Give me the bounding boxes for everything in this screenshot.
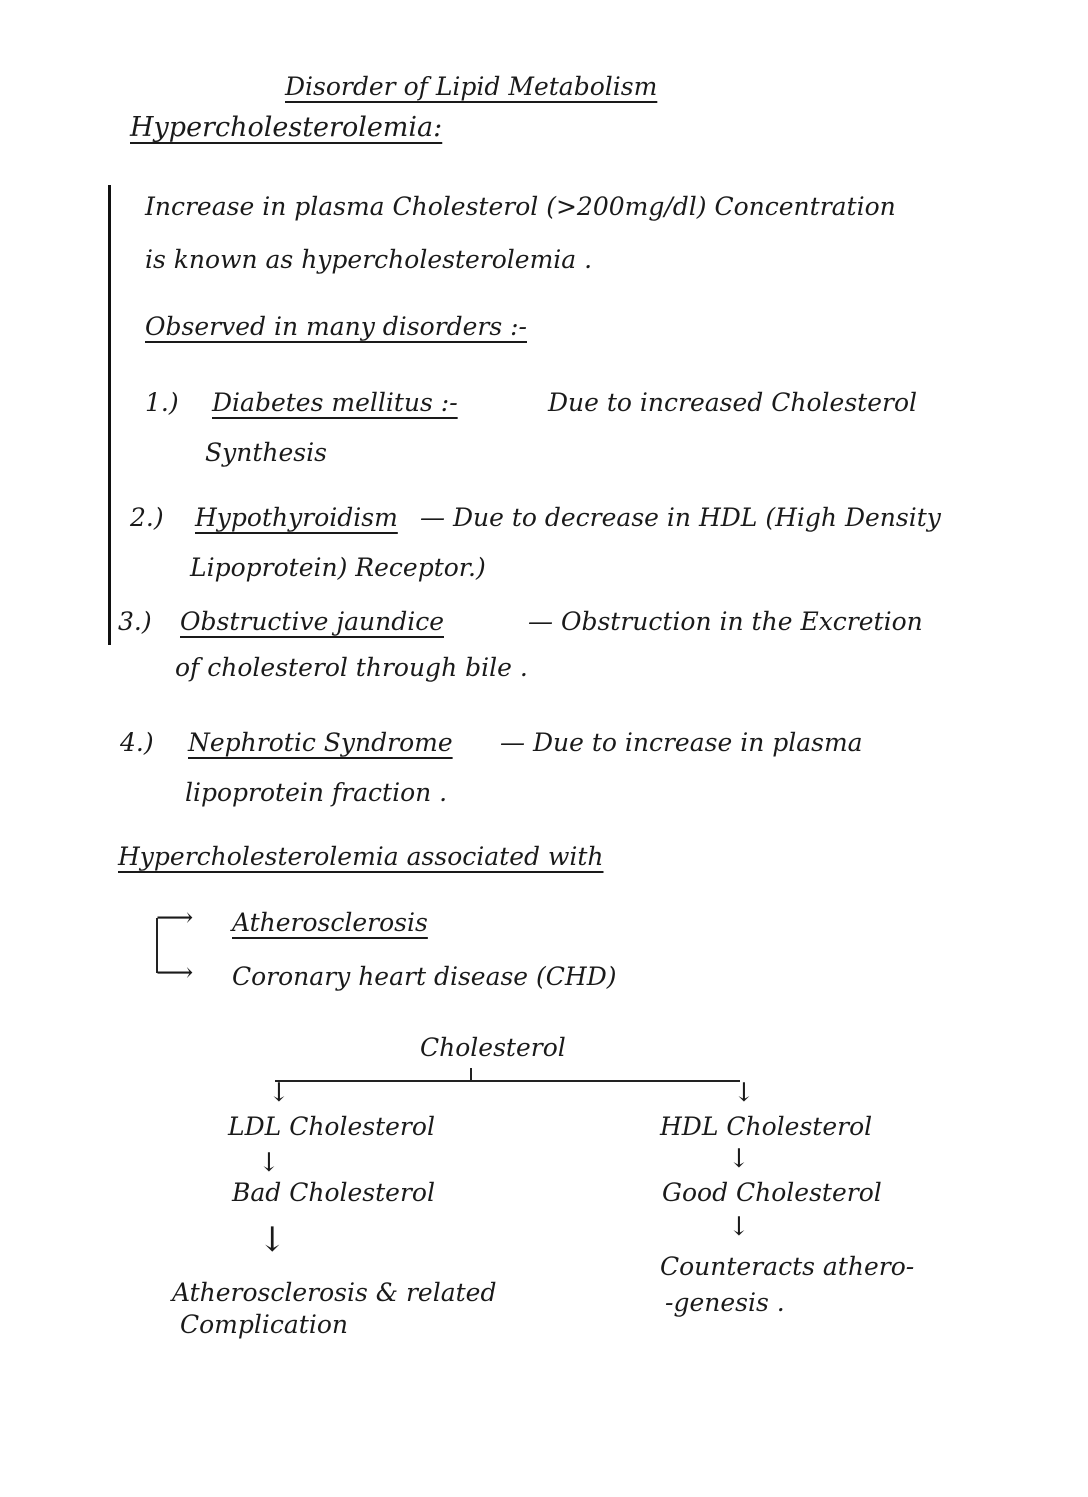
- disorder-name: Diabetes mellitus :-: [212, 388, 458, 417]
- hdl-label: Good Cholesterol: [662, 1178, 882, 1207]
- hdl-effect-cont: -genesis .: [665, 1288, 785, 1317]
- tree-root: Cholesterol: [420, 1033, 566, 1062]
- disorder-desc: — Due to decrease in HDL (High Density: [420, 503, 941, 532]
- disorder-name: Nephrotic Syndrome: [188, 728, 453, 757]
- arrow-right-icon: ⟶: [156, 958, 194, 988]
- disorder-number: 1.): [145, 388, 179, 417]
- arrow-right-icon: ⟶: [156, 903, 194, 933]
- disorder-desc-cont: lipoprotein fraction .: [185, 778, 448, 807]
- section-heading: Hypercholesterolemia:: [130, 112, 443, 143]
- disorder-desc-cont: Synthesis: [205, 438, 327, 467]
- observed-heading: Observed in many disorders :-: [145, 312, 527, 341]
- associated-item: Atherosclerosis: [232, 908, 428, 937]
- disorder-desc-cont: of cholesterol through bile .: [175, 653, 528, 682]
- disorder-desc-cont: Lipoprotein) Receptor.): [190, 553, 486, 582]
- arrow-down-icon: ↓: [728, 1212, 750, 1242]
- arrow-down-icon: ↓: [733, 1078, 755, 1108]
- disorder-number: 4.): [120, 728, 154, 757]
- page-title: Disorder of Lipid Metabolism: [285, 72, 658, 101]
- ldl-label: Bad Cholesterol: [232, 1178, 435, 1207]
- disorder-name: Hypothyroidism: [195, 503, 398, 532]
- ldl-type: LDL Cholesterol: [228, 1112, 435, 1141]
- definition-line-2: is known as hypercholesterolemia .: [145, 245, 593, 274]
- arrow-down-icon: ↓: [258, 1220, 287, 1260]
- arrow-down-icon: ↓: [268, 1078, 290, 1108]
- arrow-down-icon: ↓: [258, 1148, 280, 1178]
- associated-item: Coronary heart disease (CHD): [232, 962, 617, 991]
- hdl-effect: Counteracts athero-: [660, 1252, 915, 1281]
- disorder-desc: — Obstruction in the Excretion: [528, 607, 923, 636]
- disorder-number: 3.): [118, 607, 152, 636]
- disorder-name: Obstructive jaundice: [180, 607, 444, 636]
- disorder-desc: Due to increased Cholesterol: [548, 388, 917, 417]
- ldl-effect-cont: Complication: [180, 1310, 348, 1339]
- hdl-type: HDL Cholesterol: [660, 1112, 873, 1141]
- arrow-down-icon: ↓: [728, 1144, 750, 1174]
- tree-branch-line: [275, 1080, 740, 1082]
- ldl-effect: Atherosclerosis & related: [172, 1278, 497, 1307]
- disorder-desc: — Due to increase in plasma: [500, 728, 863, 757]
- associated-heading: Hypercholesterolemia associated with: [118, 842, 604, 871]
- disorder-number: 2.): [130, 503, 164, 532]
- margin-line: [108, 185, 111, 645]
- definition-line-1: Increase in plasma Cholesterol (>200mg/dl) Concentration: [145, 192, 896, 221]
